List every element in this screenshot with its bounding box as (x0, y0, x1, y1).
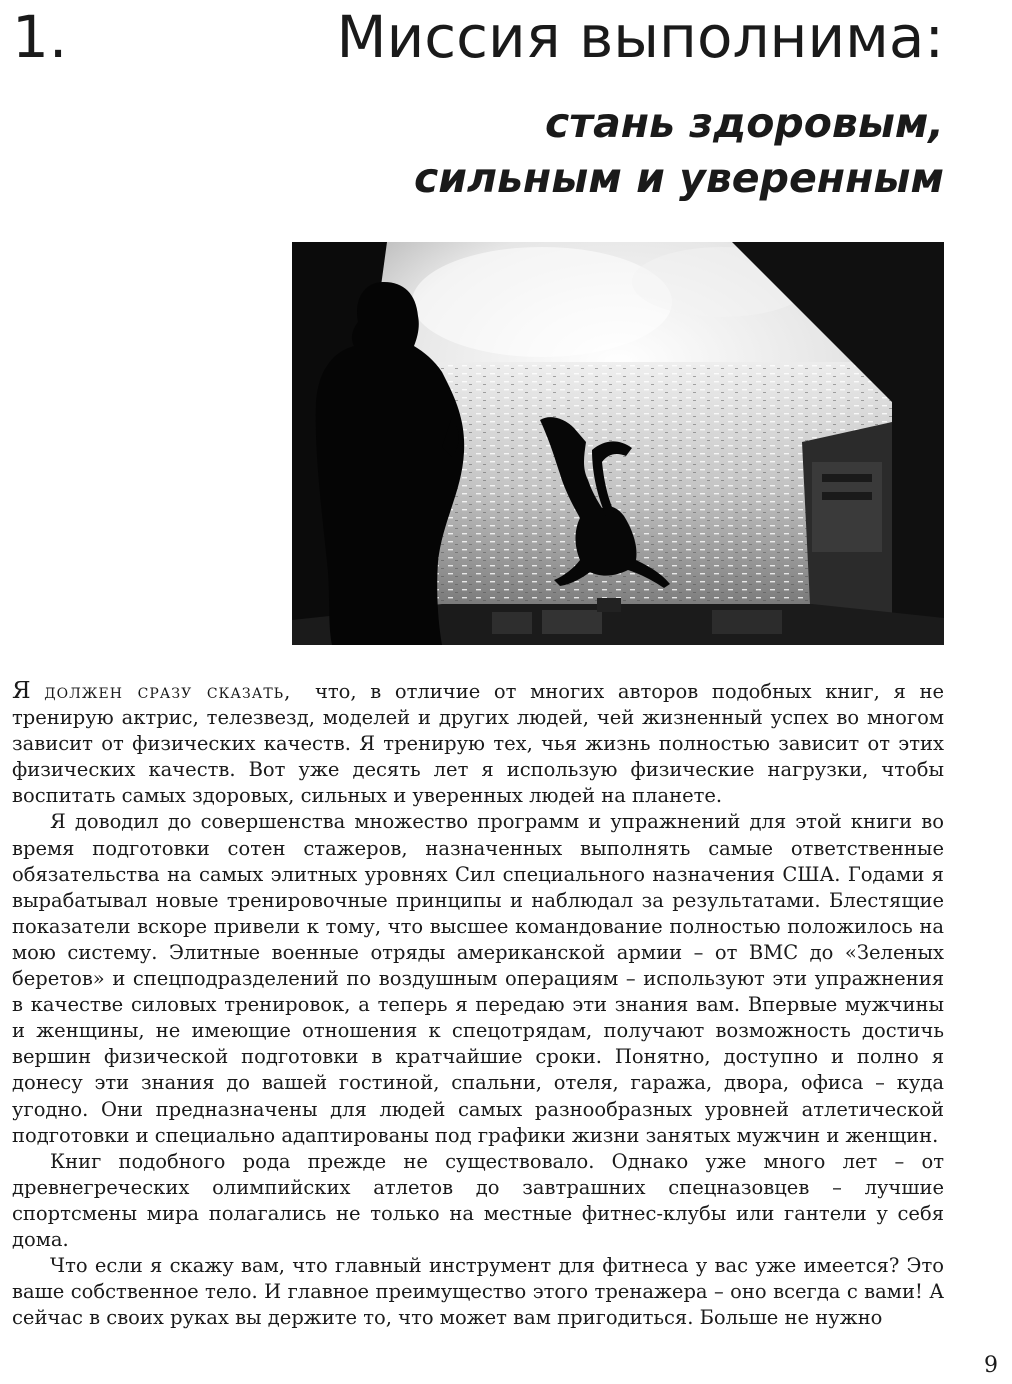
chapter-subtitle (414, 96, 944, 206)
paragraph-1-text: что, в отличие от многих авторов подобных книг, я не тренирую актрис, телезвезд, моделей и других людей, чей жизненный успех во многом зависит от физических качеств. Я тренирую тех, чья жизнь полностью зависит от этих физических качеств. Вот уже десять лет я использую физические нагрузки, чтобы воспитать самых здоровых, сильных и уверенных людей на планете. (12, 680, 945, 808)
paragraph-2: Я доводил до совершенства множество программ и упражнений для этой книги во время подготовки сотен стажеров, назначенных выполнять самые ответственные обязательства на самых элитных уровнях Сил специального назначения США. Годами я вырабатывал новые тренировочные принципы и наблюдал за результатами. Блестящие показатели вскоре привели к тому, что высшее командование полностью положилось на мою систему. Элитные военные отряды американской армии – от ВМС до «Зеленых беретов» и спецподразделений по воздушным операциям – используют эти упражнения в качестве силовых тренировок, а теперь я передаю эти знания вам. Впервые мужчины и женщины, не имеющие отношения к спецотрядам, получают возможность достичь вершин физической подготовки в кратчайшие сроки. Понятно, доступно и полно я донесу эти знания до вашей гостиной, спальни, отеля, гаража, двора, офиса – куда угодно. Они предназначены для людей самых разнообразных уровней атлетической подготовки и специально адаптированы под графики жизни занятых мужчин и женщин. (12, 810, 944, 1147)
chapter-number: 1. (12, 3, 68, 71)
chapter-subtitle-line-2: сильным и уверенным (413, 154, 944, 202)
skydiver-photo (292, 242, 944, 645)
lead-letter: Я (12, 678, 31, 704)
paragraph-1 (12, 678, 944, 809)
body-text (12, 678, 944, 1331)
paragraph-3: Книг подобного рода прежде не существовало. Однако уже много лет – от древнегреческих олимпийских атлетов до завтрашних спецназовцев – лучшие спортсмены мира полагались не только на местные фитнес-клубы или гантели у себя дома. (12, 1149, 944, 1251)
paragraph-4: Что если я скажу вам, что главный инструмент для фитнеса у вас уже имеется? Это ваше собственное тело. И главное преимущество этого тренажера – оно всегда с вами! А сейчас в своих руках вы держите то, что может вам пригодиться. Больше не нужно (12, 1254, 944, 1330)
lead-small-caps: должен сразу сказать, (44, 680, 292, 703)
skydiver-photo-illustration (292, 242, 944, 645)
chapter-subtitle-line-1: стань здоровым, (545, 99, 944, 147)
chapter-title: Миссия выполнима: (336, 3, 944, 71)
page-number: 9 (984, 1353, 998, 1378)
